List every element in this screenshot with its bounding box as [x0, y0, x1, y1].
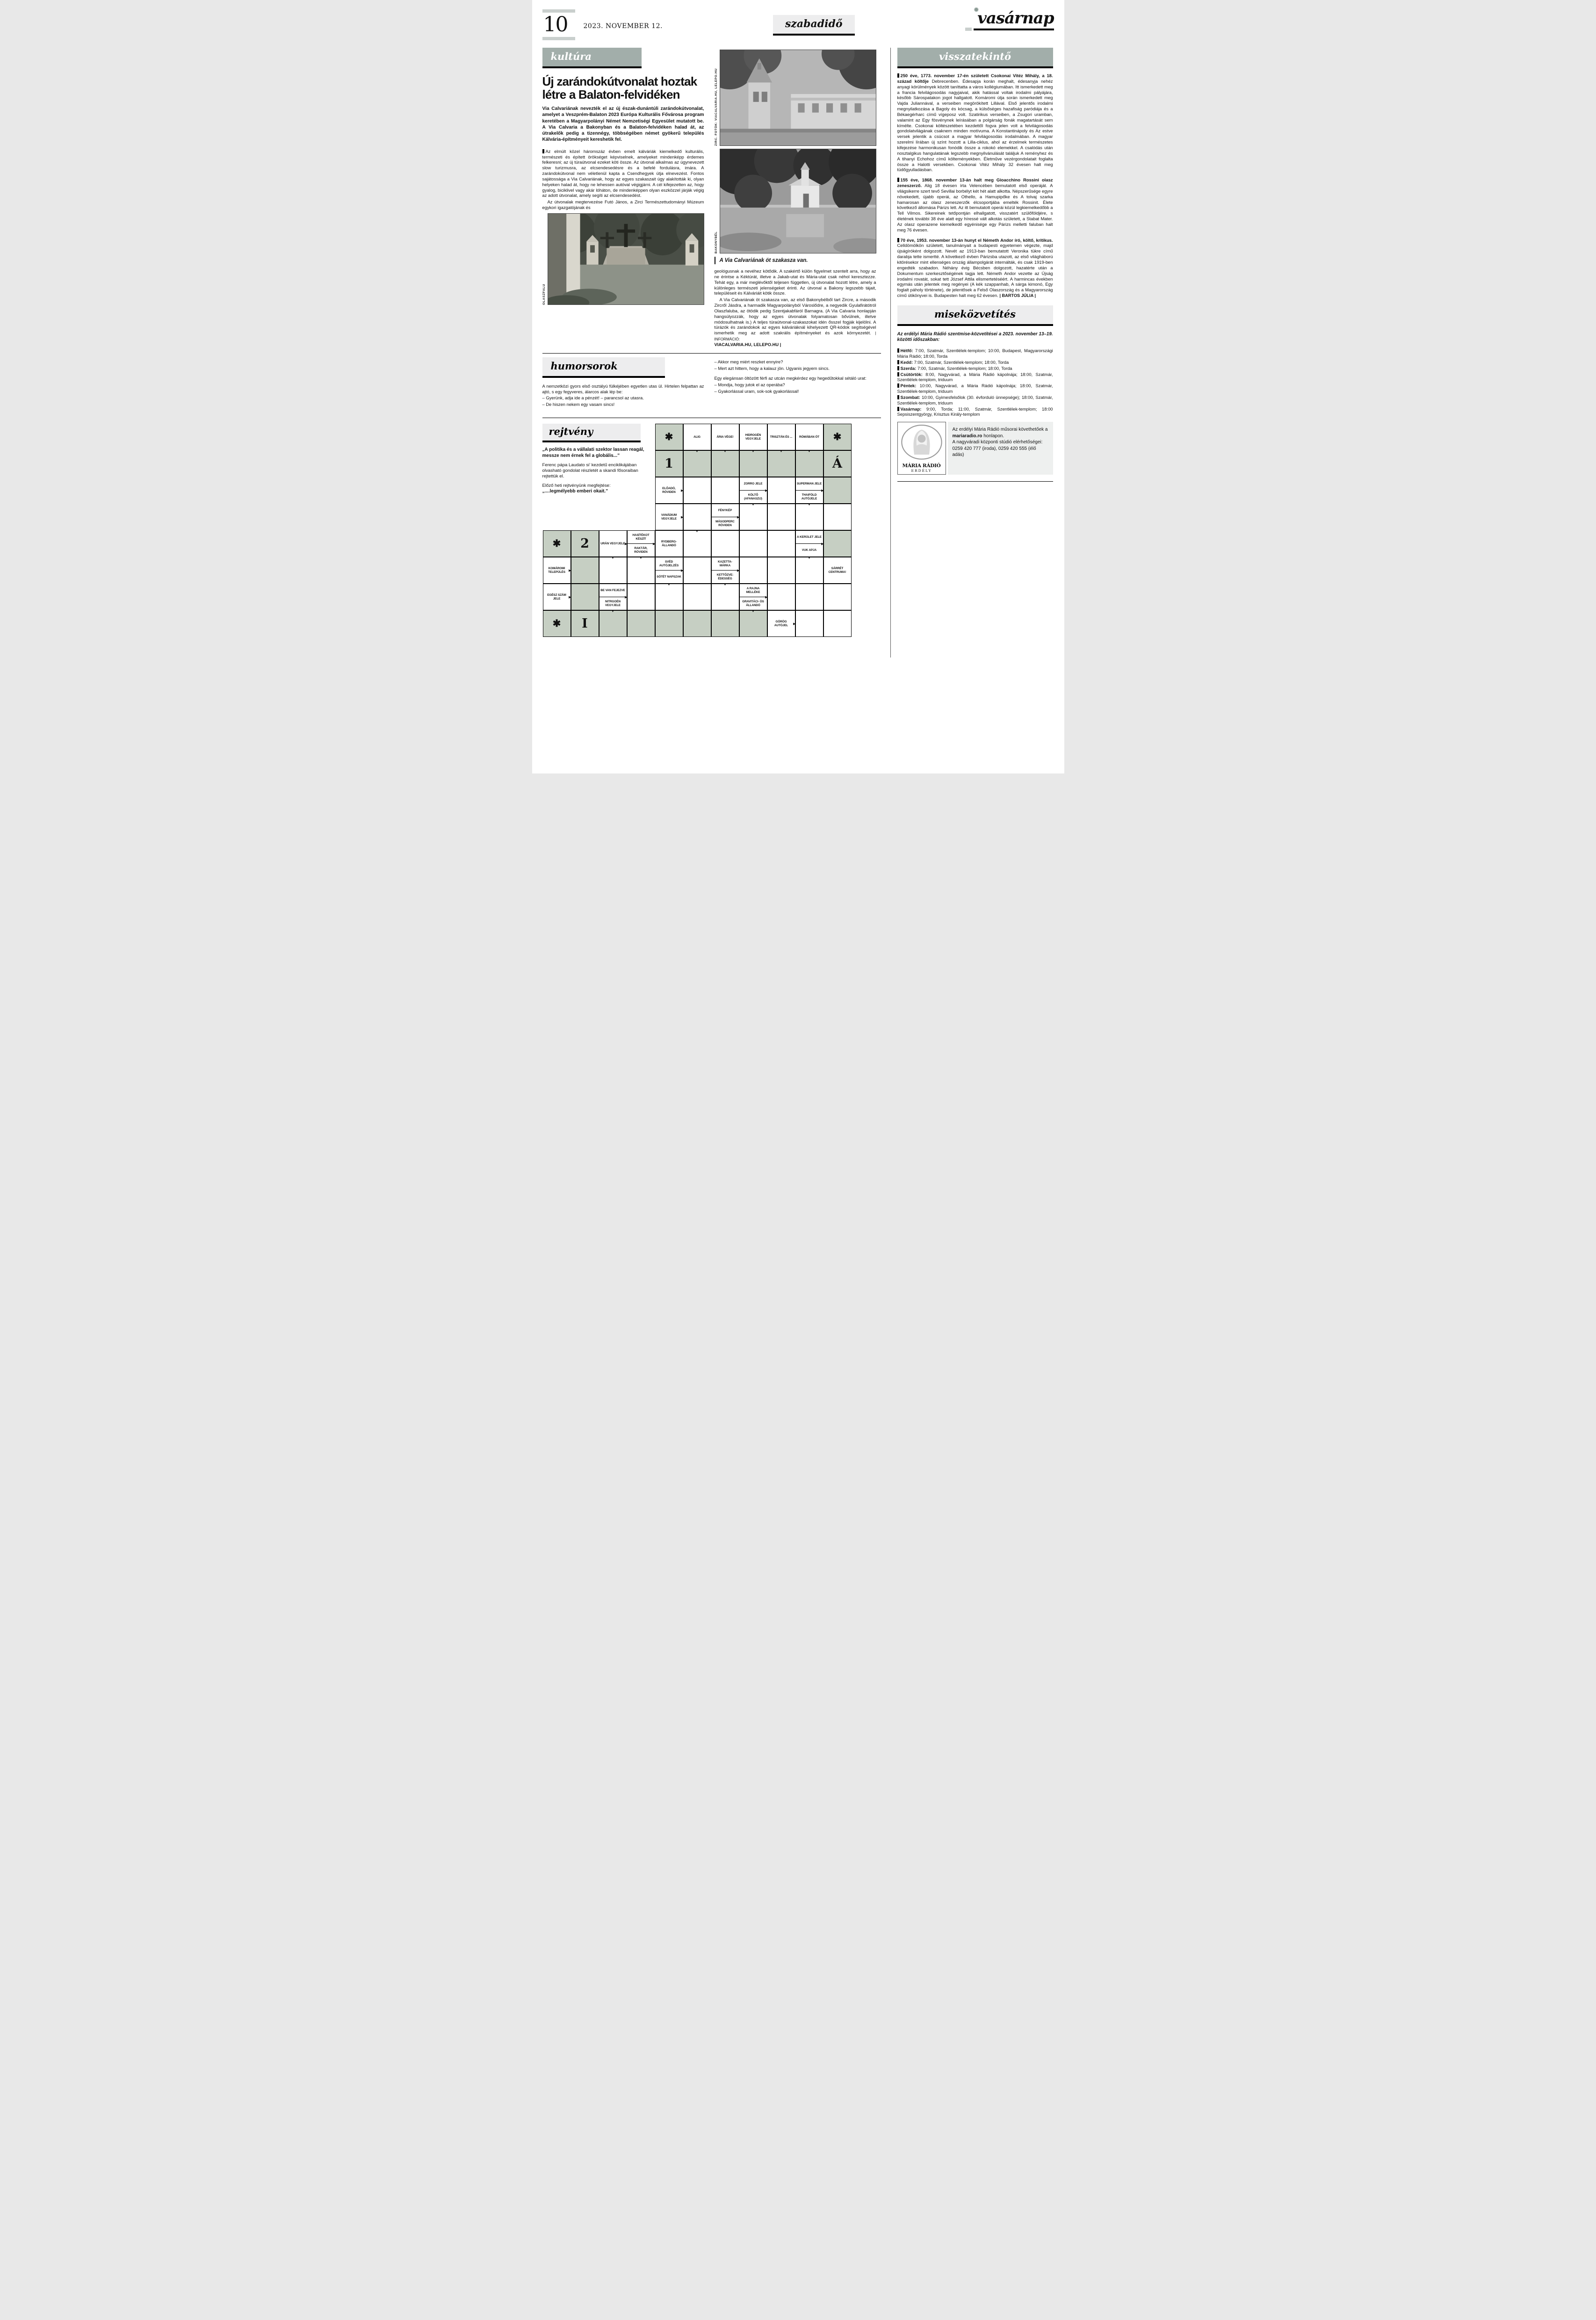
crossword-cell[interactable] [767, 584, 795, 610]
brand-rule [974, 29, 1054, 30]
page-number: 10 [543, 13, 568, 36]
crossword-cell[interactable] [823, 530, 852, 557]
anniversary-item: 70 éve, 1953. november 13-án hunyt el Németh Andor író, költő, kritikus. Celldömölkön született, tanulmányait a budapesti egyetemen végezte, majd újságíróként dolgozott. Nevét az 1913-ban bemutatott Veronika tükre című darabja tette ismertté. A következő évben Párizsba utazott, az első világháború kitörésekor mint ellenséges ország állampolgárát internálták, és csak 1919-ben engedték szabadon. Néhány évig Bécsben dolgozott, hazatérte után a Dokumentum szerkesztőségének tagja lett. Németh Andor vezette az Újság irodalmi rovatát, sokat tett József Attila elismertetéséért. A harmincas években egymás után jelentek meg regényei (A kék szappanhab, A sárga kimonó, Egy foglalt páholy története), de jelentősek a Felső Olaszország és a Magyarország című útikönyvei is. Budapesten halt meg 62 évesen. | BARTOS JÚLIA | [897, 237, 1053, 298]
crossword-clue-text: GÖRÖG AUTÓJEL [774, 620, 788, 627]
mise-day: Szombat: 10:00, Gyimesfelsőlok (30. évforduló ünnepsége); 18:00, Szatmár, Szentlélek-templom, triduum [897, 394, 1053, 405]
crossword-clue-text: SÁRRÉT CENTRUMA! [828, 567, 846, 574]
sunburst-icon: ✹ [973, 6, 980, 14]
crossword-cell[interactable] [739, 504, 767, 530]
church-illustration [720, 50, 876, 145]
crossword-clue-text: VUK APJA [796, 543, 823, 557]
arrow-down-icon: ▼ [808, 503, 811, 507]
paragraph-marker [897, 73, 899, 78]
crossword-clue-cell [599, 584, 627, 610]
crossword-clue-text: ELŐADÓ, RÖVIDEN [662, 487, 676, 494]
photo-olaszfalu [542, 213, 704, 305]
crossword-cell[interactable] [683, 610, 711, 637]
crossword-cell[interactable] [683, 450, 711, 477]
issue-date: 2023. NOVEMBER 12. [583, 22, 663, 30]
crossword-clue-text: RÓMÁBAN ÖT [799, 435, 820, 439]
crossword-cell[interactable] [655, 584, 683, 610]
mass-broadcast-section [897, 332, 1053, 482]
crossword-clue-cell [711, 557, 740, 587]
arrow-down-icon: ▼ [808, 450, 811, 454]
crossword-cell[interactable] [795, 610, 823, 637]
paragraph-marker [897, 360, 899, 364]
crossword-cell[interactable] [767, 477, 795, 504]
crossword-cell[interactable] [711, 450, 739, 477]
crossword-clue-cell [683, 424, 711, 450]
photo-caption: A Via Calvariának öt szakasza van. [715, 257, 876, 264]
byline: | BARTOS JÚLIA | [999, 293, 1036, 298]
photo-credit-bakonybel: BAKONYBÉL [714, 231, 718, 253]
crossword-clue-cell [711, 424, 739, 450]
crossword-clue-text: ALIG [693, 435, 701, 439]
crossword-clue-cell [543, 557, 571, 584]
arrow-right-icon: ▶ [625, 542, 628, 546]
joke-line: – Mert azt hittem, hogy a kalauz jön. Ugyanis jegyem sincs. [714, 365, 830, 371]
arrow-down-icon: ▼ [780, 450, 783, 454]
crossword-letter-cell[interactable] [571, 530, 599, 557]
crossword-cell[interactable] [627, 557, 655, 584]
arrow-right-icon: ▶ [821, 489, 824, 492]
joke-line: – De hiszen nekem egy vasam sincs! [542, 402, 615, 407]
arrow-down-icon: ▼ [723, 450, 727, 454]
article-paragraph: Az elmúlt közel háromszáz évben emelt kálváriák kiemelkedő kulturális, természeti és épített örökséget képviselnek, amelyeket mindenképp érdemes felkeresni; az új túraútvonal ezeket köti össze. Az útvonal alkalmas az úgynevezett slow turizmusra, az elcsendesedésre és a befelé fordulásra, imára. A zarándokútvonal nem véletlenül kapta a Csendhegyek útja elnevezést. Fontos sajátossága a Via Calvariának, hogy az egyes szakaszait úgy alakították ki, olyan helyeken halad át, hogy ne lehessen autóval végigjárni. A cél kifejezetten az, hogy gyalog, biciklivel vagy akár lóháton, de mindenképpen olyan eszközzel járják végig az adott útvonalat, amely segíti az elcsendesedést. [542, 148, 704, 198]
crossword-clue-text: BE VAN FEJEZVE [600, 588, 625, 592]
puzzle-description: Ferenc pápa Laudato si’ kezdetű enciklikájában olvasható gondolat részletét a skandi fősoraiban rejtettük el. [542, 463, 638, 479]
arrow-down-icon: ▼ [667, 583, 671, 587]
crossword-cell[interactable] [739, 557, 767, 584]
crossword-clue-cell [655, 530, 683, 557]
photo-olaszfalu-calvary [548, 213, 704, 305]
article-paragraph: A Via Calvariának öt szakasza van, az első Bakonybélből tart Zircre, a második Zircről Jásdra, a harmadik Magyarpolányból Városlődre, a negyedik Gyulafirátótról Olaszfaluba, az ötödik pedig Szentjakabfáról Barnagra. (A Via Calvaria honlapján hangsúlyozzák, hogy az egyes útvonalak folyamatosan bővülnek, illetve módosulhatnak is.) A teljes túraútvonal-szakaszokat idén ősszel fogják kijelölni. A túrázók és zarándokok az egyes kálváriáknál kihelyezett QR-kódok segítségével ismerhetik meg az adott szakrális építményeket és azok környezetét. | INFORMÁCIÓ: VIACALVARIA.HU, LELEPO.HU | [714, 297, 876, 347]
crossword-clue-text: MÁSODPERC RÖVIDEN [712, 517, 739, 530]
mise-day: Péntek: 10:00, Nagyvárad, a Mária Rádió kápolnája; 18:00, Szatmár, Szentlélek-templom, triduum [897, 383, 1053, 394]
section-header-visszatekinto [897, 48, 1053, 68]
joke-line: – Gyerünk, adja ide a pénzét! – parancsol az utasra. [542, 395, 644, 401]
crossword-cell[interactable] [627, 610, 655, 637]
mise-day: Csütörtök: 8:00, Nagyvárad, a Mária Rádió kápolnája; 18:00, Szatmár, Szentlélek-templom, triduum [897, 371, 1053, 383]
radio-website[interactable]: mariaradio.ro [952, 433, 982, 439]
crossword-clue-text: EGÉSZ SZÁM JELE [547, 593, 566, 600]
arrow-down-icon: ▼ [611, 610, 614, 614]
crossword-clue-text: A RAJNA MELLÉKE [746, 587, 760, 594]
arrow-right-icon: ▶ [765, 489, 768, 492]
crossword-cell[interactable] [683, 477, 711, 504]
brand-title: vasárnap [977, 9, 1054, 28]
mise-day: Szerda: 7:00, Szatmár, Szentlélek-templom; 18:00, Torda [897, 366, 1053, 371]
crossword-clue-cell [739, 584, 767, 610]
arrow-down-icon: ▼ [611, 557, 614, 560]
crossword-clue-text: HASÍTÉKOT KÉSZÍT [632, 534, 650, 541]
anniversary-item: 155 éve, 1868. november 13-án halt meg Gioacchino Rossini olasz zeneszerző. Alig 18 évesen írta Velencében bemutatott első operáját. A világsikerre szert tevő Sevillai borbélyt két hét alatt alkotta. Népszerűsége egyre növekedett, újabb operái, az Othello, a Hamupipőke és A tolvaj szarka hamarosan az olasz zeneszerzők élcsoportjába emelték Rossinit. Élete következő állomása Párizs lett. Az itt bemutatott operái közül legkiemelkedőbb a Tell Vilmos. Sikereinek tetőpontján elhallgatott, visszatért szülőföldjére, s életének további 38 éve alatt egy híressé vált alkotás született, a Stabat Mater. Az olasz operazene kiemelkedő egyénisége egy Párizs melletti faluban halt meg 76 évesen. [897, 177, 1053, 232]
section-header-humorsorok [542, 357, 665, 378]
crossword-cell[interactable] [683, 557, 711, 584]
article-paragraph: Az útvonalak megtervezése Futó János, a Zirci Természettudományi Múzeum egykori igazgatójának és [542, 199, 704, 210]
crossword-cell[interactable] [571, 557, 599, 584]
crossword-cell[interactable] [683, 584, 711, 610]
puzzle-section [542, 418, 881, 658]
arrow-down-icon: ▼ [751, 450, 755, 454]
crossword-letter-cell[interactable] [571, 610, 599, 637]
crossword-cell[interactable] [823, 504, 852, 530]
paragraph-marker [542, 149, 544, 153]
paragraph-marker [897, 178, 899, 182]
radio-logo-sub: ERDÉLY [911, 469, 932, 473]
photo-bakonybel-chapel [720, 149, 876, 253]
paragraph-marker [897, 395, 899, 399]
newspaper-page [532, 0, 1064, 773]
maria-radio-logo [897, 422, 946, 475]
crossword-cell[interactable] [767, 557, 795, 584]
crossword-clue-cell [795, 477, 824, 507]
arrow-down-icon: ▼ [808, 557, 811, 560]
humor-section [542, 354, 881, 413]
joke-line: – Mondja, hogy jutok el az operába? [714, 382, 785, 388]
arrow-right-icon: ▶ [681, 569, 684, 572]
joke-paragraph: Egy elegánsan öltözött férfi az utcán megkérdez egy hegedűtokkal sétáló urat: [714, 376, 867, 381]
crossword-letter: I [582, 616, 588, 631]
crossword-cell[interactable] [739, 450, 767, 477]
article-paragraph: geológusnak a nevéhez kötődik. A szakértő külön figyelmet szentelt arra, hogy az ne érintse a Kéktúrát, illetve a Jakab-utat és Mária-utat csak néhol keresztezze. Tehát egy, a már meglévőktől teljesen független, új útvonalat hozott létre, amely a különleges természeti jelenségeket érinti. Az útvonal a Bakony legszebb tájait, településeit és Kálváriáit kötik össze. [714, 268, 876, 296]
crossword-cell[interactable] [795, 557, 823, 584]
arrow-right-icon: ▶ [765, 595, 768, 599]
radio-info-box [897, 422, 1053, 475]
crossword-clue-cell [739, 424, 767, 450]
calvary-illustration [548, 214, 704, 304]
crossword-letter-cell[interactable] [543, 610, 571, 637]
page-header [542, 8, 1054, 41]
arrow-right-icon: ▶ [793, 622, 796, 626]
crossword-clue-cell [655, 477, 683, 504]
crossword-clue-text: KOMÁROMI TELEPÜLÉS [548, 567, 565, 574]
crossword-cell[interactable] [683, 504, 711, 530]
lake-chapel-illustration [720, 149, 876, 253]
arrow-down-icon: ▼ [695, 450, 699, 454]
paragraph-marker [897, 372, 899, 376]
section-label: kultúra [550, 51, 592, 62]
brand-gray-square [965, 28, 972, 31]
crossword-clue-cell [655, 504, 683, 530]
crossword-cell[interactable] [627, 584, 655, 610]
crossword-clue-text: VANÁDIUM VEGYJELE [661, 513, 677, 520]
article-lead: Via Calvariának nevezték el az új észak-dunántúli zarándokútvonalat, amelyet a Veszprém-Balaton 2023 Európa Kulturális Fővárosa program keretében a Magyarpolányi Német Nemzetiségi Egyesület mutatott be. A Via Calvaria a Bakonyban és a Balaton-felvidéken halad át, az útrakelők pedig a tizennégy, többségében német gyökerű település Kálvária-építményeit kereshetik fel. [542, 106, 704, 143]
crossword-clue-text: RAKTÁR, RÖVIDEN [628, 543, 655, 557]
crossword-clue-text: SVÉD AUTÓJELZÉS [659, 560, 679, 567]
crossword-cell[interactable] [795, 450, 823, 477]
crossword-cell[interactable] [571, 584, 599, 610]
arrow-down-icon: ▼ [639, 557, 643, 560]
arrow-down-icon: ▼ [751, 503, 755, 507]
photo-bakonybel [715, 149, 876, 253]
crossword-clue-text: A KERÜLET JELE [797, 535, 822, 539]
radio-logo-name: MÁRIA RÁDIÓ [902, 463, 941, 469]
crossword-cell[interactable] [767, 530, 795, 557]
photo-zirc-church [720, 50, 876, 146]
crossword-clue-cell [767, 610, 795, 637]
crossword-clue-cell [823, 557, 852, 584]
puzzle-intro-block [542, 424, 653, 530]
photo-zirc [715, 50, 876, 146]
paragraph-marker [897, 383, 899, 388]
crossword-cell[interactable] [767, 450, 795, 477]
crossword-clue-text: GRAVITÁCI- ÓS ÁLLANDÓ [740, 597, 767, 610]
section-header-rejtveny [542, 424, 641, 442]
arrow-down-icon: ▼ [723, 583, 727, 587]
radio-contact-text: Az erdélyi Mária Rádió műsorai követhetőek a mariaradio.ro honlapon. A nagyváradi központi stúdió elérhetőségei: 0259 420 777 (iroda), 0259 420 555 (élő adás) [948, 422, 1053, 475]
anniversary-item: 250 éve, 1773. november 17-én született Csokonai Vitéz Mihály, a 18. század költője Debrecenben. Édesapja korán meghalt, édesanyja nehéz anyagi körülmények között taníttatta a város kollégiumában. Itt ismerkedett meg a francia felvilágosodás nagyjaival, akik hatással voltak irodalmi pályájára, később Sárospatakon jogot hallgatott. Komáromi útja során ismerkedett meg Vajda Juliannával, a verseiben megörökített Lillával. Első jelentős irodalmi megnyilatkozása a Bagoly és kócsag, a külsőséges hazafiság paródiája és a Békaegérharc című vígeposz volt. Szatirikus verseiben, a Zsugori uramban, valamint az Egy fösvénynek leírásában a polgárság fonák magatartását sem kímélte. Csokonai költészetében kezdettől fogva jelen volt a felvilágosodás gondolatvilágának csaknem minden motívuma. A Konstantinápoly és Az estve versek jelentik a csúcsot a magyar felvilágosodás irodalmában. A magyar szerelmi lírában új színt hozott a Lilla-ciklus, ahol az érzelmek természetes kifejezése harmonikusan fonódik össze a rokokó elemekkel. A csalódás után nosztalgikus hangulatának legszebb megnyilvánulását találjuk A reményhez és A tihanyi Echohoz című költeményekben. Életműve vezérgondolatait foglalta össze a Halotti versekben. Csokonai Vitéz Mihály 32 évesen halt meg tüdőgyulladásban. [897, 73, 1053, 173]
info-links[interactable]: VIACALVARIA.HU, LELEPO.HU | [714, 341, 781, 347]
crossword-clue-text: URÁN VEGYJELE [600, 542, 625, 545]
mass-schedule-intro: Az erdélyi Mária Rádió szentmise-közvetítései a 2023. november 13–19. közötti időszakban: [897, 331, 1053, 343]
decor-bar-bottom [542, 37, 575, 40]
crossword-clue-text: ÁRIA VÉGE! [716, 435, 734, 439]
crossword-cell[interactable] [599, 557, 627, 584]
crossword-cell[interactable] [711, 477, 739, 504]
crossword-clue-cell [711, 504, 739, 530]
crossword-cell[interactable] [823, 610, 852, 637]
crossword-cell[interactable] [711, 610, 739, 637]
joke-paragraph: A nemzetközi gyors első osztályú fülkéjében egyetlen utas ül. Hirtelen felpattan az ajtó, s egy fegyveres, álarcos alak lép be: [542, 383, 704, 394]
asterisk-marker: ✱ [552, 618, 561, 629]
crossword-clue-text: KAZETTA- MÁRKA [718, 560, 732, 567]
paragraph-marker [897, 238, 899, 242]
crossword-letter: Á [832, 456, 842, 471]
crossword-cell[interactable] [711, 584, 739, 610]
divider-rule [897, 481, 1053, 482]
section-header-kultura [542, 48, 642, 68]
crossword-clue-text: TRISZTÁN ÉS ... [770, 435, 793, 439]
crossword-cell[interactable] [823, 477, 852, 504]
crossword-clue-text: RYDBERG- ÁLLANDÓ [661, 540, 677, 547]
crossword-cell[interactable] [795, 584, 823, 610]
crossword-letter-cell[interactable] [543, 530, 571, 557]
section-label: humorsorok [550, 360, 618, 372]
asterisk-marker: ✱ [833, 432, 842, 443]
mise-day: Vasárnap: 9:00, Torda; 11:00, Szatmár, Szentlélek-templom; 18:00 Sepsiszentgyörgy, Krisztus Király-templom [897, 406, 1053, 417]
section-label: miseközvetítés [934, 308, 1016, 320]
mise-day: Kedd: 7:00, Szatmár, Szentlélek-templom; 18:00, Torda [897, 360, 1053, 365]
crossword-letter-cell[interactable] [823, 424, 852, 450]
crossword-clue-cell [599, 530, 627, 557]
crossword-clue-cell [543, 584, 571, 610]
joke-line: – Akkor meg miért reszket ennyire? [714, 359, 783, 364]
crossword-cell[interactable] [823, 584, 852, 610]
arrow-right-icon: ▶ [681, 515, 684, 519]
section-tab-szabadido[interactable]: szabadidő [773, 15, 855, 36]
page-number-block [542, 8, 575, 41]
crossword-clue-text: NITRGOÉN VEGYJELE [599, 597, 627, 610]
arrow-right-icon: ▶ [737, 569, 740, 572]
arrow-right-icon: ▶ [737, 515, 740, 519]
crossword-letter-cell[interactable] [823, 450, 852, 477]
decor-bar-top [542, 9, 575, 13]
crossword-clue-cell [655, 557, 684, 587]
crossword-clue-text: FÉNYKÉP [718, 508, 732, 512]
paragraph-marker [897, 366, 899, 370]
crossword-letter-cell[interactable] [655, 424, 683, 450]
crossword-clue-text: ZORRO JELE [744, 482, 763, 485]
arrow-right-icon: ▶ [821, 542, 824, 546]
asterisk-marker: ✱ [552, 538, 561, 549]
crossword-cell[interactable] [599, 610, 627, 637]
arrow-right-icon: ▶ [681, 489, 684, 492]
paragraph-marker [897, 407, 899, 411]
crossword-letter-cell[interactable] [655, 450, 683, 477]
crossword-cell[interactable] [739, 610, 767, 637]
crossword-clue-text: KETTŐZVE: ÉDESSÉG [712, 570, 739, 583]
crossword-cell[interactable] [767, 504, 795, 530]
joke-line: – Gyakorlással uram, sok-sok gyakorlással! [714, 389, 799, 394]
crossword-cell[interactable] [655, 610, 683, 637]
info-label: | INFORMÁCIÓ: [714, 331, 876, 341]
arrow-right-icon: ▶ [569, 595, 571, 599]
crossword-clue-cell [795, 530, 823, 557]
crossword-letter: 1 [664, 456, 673, 471]
crossword-cell[interactable] [683, 530, 711, 557]
puzzle-quote: „A politika és a vállalati szektor lassan reagál, messze nem érnek fel a globális...” [542, 447, 644, 458]
section-label: rejtvény [549, 426, 593, 438]
paragraph-marker [897, 348, 899, 353]
puzzle-previous-solution: Előző heti rejtvényünk megfejtése: „....legmélyebb emberi okait.” [542, 483, 611, 494]
section-header-misekozvetites [897, 305, 1053, 326]
madonna-icon [899, 424, 944, 461]
mise-day: Hétfő: 7:00, Szatmár, Szentlélek-templom; 10:00, Budapest, Magyarországi Mária Rádió; 18:00, Torda [897, 348, 1053, 359]
crossword-clue-cell [767, 424, 795, 450]
article-headline: Új zarándokútvonalat hoztak létre a Balaton-felvidéken [542, 74, 697, 102]
arrow-down-icon: ▼ [751, 610, 755, 614]
crossword-clue-text: SÖTÉT NAPSZAK [656, 570, 683, 583]
crossword-clue-cell [627, 530, 655, 557]
asterisk-marker: ✱ [664, 432, 673, 443]
crossword-clue-text: HIDROGÉN VEGYJELE [745, 434, 761, 441]
section-label: visszatekintő [939, 51, 1011, 62]
crossword-cell[interactable] [711, 530, 739, 557]
crossword-cell[interactable] [795, 504, 823, 530]
crossword-letter: 2 [580, 536, 589, 551]
arrow-down-icon: ▼ [695, 530, 699, 534]
photo-credit-zirc: ZIRC. FOTÓK: VIACALVARIA.HU, LELEPO.HU [714, 68, 718, 146]
arrow-right-icon: ▶ [569, 569, 571, 572]
crossword-clue-cell [739, 477, 768, 507]
arrow-right-icon: ▶ [653, 542, 656, 546]
crossword-clue-text: KÖLTŐ (AFANASZIJ) [740, 490, 767, 503]
crossword-cell[interactable] [739, 530, 767, 557]
crossword-clue-cell [795, 424, 823, 450]
crossword-clue-text: SUPERMAN JELE [796, 482, 822, 485]
arrow-right-icon: ▶ [625, 595, 628, 599]
crossword-clue-text: THAIFÖLD AUTÓJELE [796, 490, 823, 503]
photo-credit-olaszfalu: OLASZFALU [542, 283, 546, 305]
brand-block [965, 8, 1054, 31]
